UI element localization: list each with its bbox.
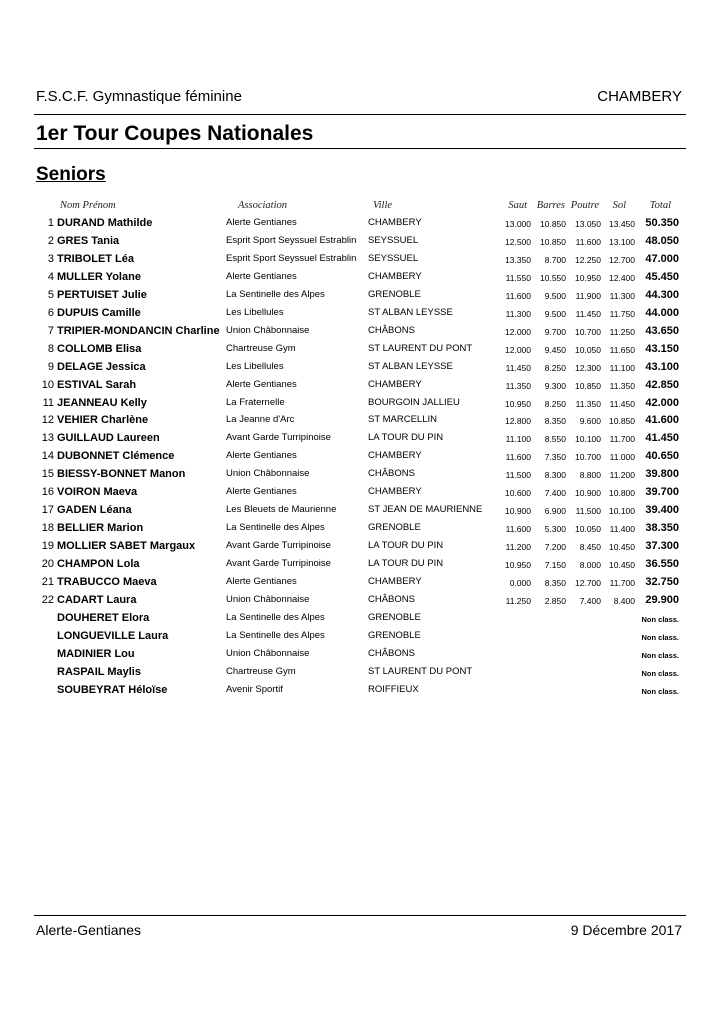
total-score-cell: 41.600	[645, 414, 679, 427]
sol-score-cell: 10.450	[609, 542, 635, 553]
saut-score-cell: 11.600	[505, 452, 531, 463]
association-cell: Alerte Gentianes	[226, 270, 297, 282]
athlete-name-cell: DUBONNET Clémence	[57, 450, 175, 463]
rank-cell: 20	[41, 558, 54, 571]
total-score-cell: 39.700	[645, 486, 679, 499]
athlete-name-cell: GRES Tania	[57, 234, 120, 247]
city-cell: CHÂBONS	[368, 468, 415, 480]
total-score-cell: 42.000	[645, 396, 679, 409]
city-cell: LA TOUR DU PIN	[368, 558, 444, 570]
col-head-total: Total	[649, 200, 671, 211]
rank-cell: 16	[41, 486, 54, 499]
athlete-name-cell: MOLLIER SABET Margaux	[57, 540, 196, 553]
saut-score-cell: 13.000	[505, 219, 531, 229]
athlete-name-cell: VEHIER Charlène	[57, 414, 149, 427]
sol-score-cell: 11.700	[609, 434, 635, 445]
association-cell: La Sentinelle des Alpes	[226, 611, 325, 623]
saut-score-cell: 11.600	[505, 524, 531, 535]
table-row	[0, 628, 724, 646]
city-cell: ST MARCELLIN	[368, 414, 437, 426]
rank-cell: 1	[47, 217, 54, 229]
section-title: Seniors	[36, 164, 106, 185]
barres-score-cell: 10.850	[540, 219, 566, 229]
col-head-nom: Nom Prénom	[60, 200, 116, 211]
athlete-name-cell: CADART Laura	[57, 593, 137, 606]
table-row	[0, 502, 724, 520]
poutre-score-cell: 10.850	[575, 380, 601, 391]
poutre-score-cell: 11.500	[575, 506, 601, 517]
table-row	[0, 430, 724, 448]
poutre-score-cell: 12.700	[575, 578, 601, 588]
table-row	[0, 412, 724, 430]
saut-score-cell: 12.000	[505, 344, 531, 355]
barres-score-cell: 2.850	[544, 595, 566, 606]
saut-score-cell: 12.500	[505, 236, 531, 247]
barres-score-cell: 7.150	[544, 560, 566, 571]
non-classified-cell: Non class.	[641, 632, 679, 642]
association-cell: Union Châbonnaise	[226, 468, 310, 480]
table-row	[0, 377, 724, 395]
city-cell: CHAMBERY	[368, 217, 422, 228]
association-cell: Alerte Gentianes	[226, 486, 297, 498]
table-row	[0, 574, 724, 592]
total-score-cell: 42.850	[645, 378, 679, 391]
rank-cell: 11	[42, 396, 54, 409]
header-divider	[34, 114, 686, 115]
city-cell: CHÂBONS	[368, 647, 415, 659]
saut-score-cell: 11.250	[505, 595, 531, 606]
city-cell: CHAMBERY	[368, 486, 422, 498]
saut-score-cell: 11.350	[505, 380, 531, 391]
col-head-barres: Barres	[536, 200, 565, 211]
association-cell: La Sentinelle des Alpes	[226, 288, 325, 300]
rank-cell: 17	[41, 504, 54, 517]
city-cell: GRENOBLE	[368, 522, 421, 534]
city-cell: GRENOBLE	[368, 629, 421, 641]
col-head-ville: Ville	[373, 200, 393, 211]
association-cell: Les Bleuets de Maurienne	[226, 504, 337, 516]
association-cell: La Jeanne d'Arc	[226, 414, 295, 426]
barres-score-cell: 8.250	[544, 398, 566, 409]
poutre-score-cell: 7.400	[579, 595, 601, 606]
sol-score-cell: 11.450	[609, 398, 635, 409]
barres-score-cell: 8.550	[544, 434, 566, 445]
table-row	[0, 592, 724, 610]
rank-cell: 10	[41, 378, 54, 391]
sol-score-cell: 10.800	[609, 488, 635, 499]
document-header	[36, 88, 686, 108]
association-cell: Avant Garde Turripinoise	[226, 558, 331, 570]
city-cell: CHAMBERY	[368, 576, 422, 587]
total-score-cell: 43.650	[645, 324, 679, 337]
federation-label: F.S.C.F. Gymnastique féminine	[36, 88, 242, 105]
non-classified-cell: Non class.	[641, 614, 679, 624]
saut-score-cell: 10.900	[505, 506, 531, 517]
athlete-name-cell: PERTUISET Julie	[57, 288, 147, 301]
poutre-score-cell: 10.050	[575, 524, 601, 535]
poutre-score-cell: 13.050	[575, 219, 601, 229]
total-score-cell: 44.000	[645, 306, 679, 319]
sol-score-cell: 8.400	[613, 595, 635, 606]
city-cell: ST JEAN DE MAURIENNE	[368, 504, 483, 516]
association-cell: Les Libellules	[226, 306, 284, 318]
sol-score-cell: 11.200	[609, 470, 635, 481]
rank-cell: 3	[47, 252, 54, 265]
saut-score-cell: 13.350	[505, 254, 531, 265]
total-score-cell: 43.150	[645, 342, 679, 355]
date-label: 9 Décembre 2017	[570, 922, 682, 938]
barres-score-cell: 9.500	[544, 290, 566, 301]
association-cell: Esprit Sport Seyssuel Estrablin	[226, 252, 357, 264]
athlete-name-cell: VOIRON Maeva	[57, 486, 138, 499]
poutre-score-cell: 12.300	[575, 362, 601, 373]
city-cell: ST LAURENT DU PONT	[368, 342, 473, 354]
rank-cell: 22	[41, 593, 54, 606]
saut-score-cell: 10.950	[505, 398, 531, 409]
total-score-cell: 40.650	[645, 450, 679, 463]
athlete-name-cell: DELAGE Jessica	[57, 360, 146, 373]
table-row	[0, 484, 724, 502]
athlete-name-cell: BIESSY-BONNET Manon	[57, 468, 186, 481]
table-row	[0, 610, 724, 628]
city-cell: ST ALBAN LEYSSE	[368, 360, 453, 372]
saut-score-cell: 11.500	[505, 470, 531, 481]
poutre-score-cell: 11.900	[575, 290, 601, 301]
rank-cell: 4	[47, 270, 54, 283]
city-cell: CHAMBERY	[368, 450, 422, 462]
athlete-name-cell: JEANNEAU Kelly	[57, 396, 147, 409]
saut-score-cell: 11.600	[505, 290, 531, 301]
total-score-cell: 29.900	[645, 593, 679, 606]
table-row	[0, 538, 724, 556]
sol-score-cell: 11.250	[609, 326, 635, 337]
table-row	[0, 215, 724, 233]
sol-score-cell: 11.700	[609, 578, 635, 588]
total-score-cell: 43.100	[645, 360, 679, 373]
poutre-score-cell: 10.700	[575, 452, 601, 463]
table-row	[0, 646, 724, 664]
sol-score-cell: 11.000	[609, 452, 635, 463]
city-cell: ROIFFIEUX	[368, 683, 419, 695]
association-cell: Les Libellules	[226, 360, 284, 372]
sol-score-cell: 11.650	[609, 344, 635, 355]
association-cell: Union Châbonnaise	[226, 647, 310, 659]
table-row	[0, 520, 724, 538]
athlete-name-cell: MADINIER Lou	[57, 647, 135, 660]
saut-score-cell: 11.200	[505, 542, 531, 553]
table-row	[0, 269, 724, 287]
table-row	[0, 664, 724, 682]
sol-score-cell: 12.400	[609, 272, 635, 283]
title-divider	[34, 148, 686, 149]
barres-score-cell: 6.900	[544, 506, 566, 517]
city-cell: CHÂBONS	[368, 593, 415, 605]
club-label: Alerte-Gentianes	[36, 922, 142, 938]
city-cell: LA TOUR DU PIN	[368, 540, 444, 552]
table-row	[0, 305, 724, 323]
sol-score-cell: 13.450	[609, 219, 635, 229]
city-cell: ST ALBAN LEYSSE	[368, 306, 453, 318]
saut-score-cell: 11.300	[505, 308, 531, 319]
sol-score-cell: 11.350	[609, 380, 635, 391]
table-row	[0, 359, 724, 377]
city-cell: GRENOBLE	[368, 611, 421, 623]
footer-divider	[34, 915, 686, 916]
table-row	[0, 466, 724, 484]
city-cell: LA TOUR DU PIN	[368, 432, 444, 444]
table-row	[0, 251, 724, 269]
total-score-cell: 38.350	[645, 522, 679, 535]
rank-cell: 15	[41, 468, 54, 481]
athlete-name-cell: TRIBOLET Léa	[57, 252, 135, 265]
table-row	[0, 556, 724, 574]
association-cell: Alerte Gentianes	[226, 576, 297, 587]
poutre-score-cell: 11.600	[575, 236, 601, 247]
saut-score-cell: 10.600	[505, 488, 531, 499]
athlete-name-cell: DURAND Mathilde	[57, 217, 153, 229]
association-cell: Alerte Gentianes	[226, 217, 297, 228]
barres-score-cell: 10.550	[540, 272, 566, 283]
association-cell: Chartreuse Gym	[226, 342, 296, 354]
total-score-cell: 47.000	[645, 252, 679, 265]
association-cell: La Sentinelle des Alpes	[226, 629, 325, 641]
rank-cell: 5	[47, 288, 54, 301]
city-cell: CHAMBERY	[368, 270, 422, 282]
poutre-score-cell: 8.450	[579, 542, 601, 553]
athlete-name-cell: ESTIVAL Sarah	[57, 378, 137, 391]
rank-cell: 8	[47, 342, 54, 355]
sol-score-cell: 11.400	[609, 524, 635, 535]
city-cell: SEYSSUEL	[368, 234, 419, 246]
association-cell: La Sentinelle des Alpes	[226, 522, 325, 534]
col-head-association: Association	[238, 200, 287, 211]
saut-score-cell: 11.100	[505, 434, 531, 445]
table-row	[0, 448, 724, 466]
rank-cell: 9	[47, 360, 54, 373]
association-cell: Avant Garde Turripinoise	[226, 540, 331, 552]
saut-score-cell: 11.450	[505, 362, 531, 373]
total-score-cell: 37.300	[645, 540, 679, 553]
total-score-cell: 36.550	[645, 558, 679, 571]
barres-score-cell: 9.450	[544, 344, 566, 355]
barres-score-cell: 5.300	[544, 524, 566, 535]
table-row	[0, 323, 724, 341]
association-cell: Alerte Gentianes	[226, 378, 297, 390]
athlete-name-cell: TRIPIER-MONDANCIN Charline	[57, 324, 220, 337]
sol-score-cell: 10.100	[609, 506, 635, 517]
poutre-score-cell: 11.450	[575, 308, 601, 319]
sol-score-cell: 13.100	[609, 236, 635, 247]
table-row	[0, 395, 724, 413]
association-cell: Avant Garde Turripinoise	[226, 432, 331, 444]
saut-score-cell: 12.000	[505, 326, 531, 337]
rank-cell: 19	[41, 540, 54, 553]
athlete-name-cell: TRABUCCO Maeva	[57, 576, 157, 588]
barres-score-cell: 9.300	[544, 380, 566, 391]
barres-score-cell: 8.350	[544, 416, 566, 427]
city-cell: CHÂBONS	[368, 324, 415, 336]
athlete-name-cell: MULLER Yolane	[57, 270, 141, 283]
athlete-name-cell: LONGUEVILLE Laura	[57, 629, 169, 642]
poutre-score-cell: 10.900	[575, 488, 601, 499]
table-row	[0, 341, 724, 359]
rank-cell: 21	[41, 576, 54, 588]
sol-score-cell: 11.100	[609, 362, 635, 373]
association-cell: Alerte Gentianes	[226, 450, 297, 462]
poutre-score-cell: 8.000	[579, 560, 601, 571]
athlete-name-cell: RASPAIL Maylis	[57, 665, 141, 678]
non-classified-cell: Non class.	[641, 650, 679, 660]
barres-score-cell: 7.350	[544, 452, 566, 463]
table-row	[0, 233, 724, 251]
poutre-score-cell: 10.950	[575, 272, 601, 283]
sol-score-cell: 12.700	[609, 254, 635, 265]
saut-score-cell: 10.950	[505, 560, 531, 571]
sol-score-cell: 11.750	[609, 308, 635, 319]
total-score-cell: 32.750	[645, 576, 679, 588]
city-cell: ST LAURENT DU PONT	[368, 665, 473, 677]
poutre-score-cell: 9.600	[579, 416, 601, 427]
location-label: CHAMBERY	[597, 88, 682, 105]
barres-score-cell: 7.400	[544, 488, 566, 499]
athlete-name-cell: GADEN Léana	[57, 504, 132, 517]
city-cell: GRENOBLE	[368, 288, 421, 300]
total-score-cell: 39.400	[645, 504, 679, 517]
barres-score-cell: 8.700	[544, 254, 566, 265]
poutre-score-cell: 10.100	[575, 434, 601, 445]
col-head-saut: Saut	[508, 200, 527, 211]
poutre-score-cell: 10.700	[575, 326, 601, 337]
saut-score-cell: 12.800	[505, 416, 531, 427]
association-cell: Avenir Sportif	[226, 683, 283, 695]
page-title: 1er Tour Coupes Nationales	[36, 122, 314, 145]
barres-score-cell: 8.250	[544, 362, 566, 373]
non-classified-cell: Non class.	[641, 686, 679, 696]
total-score-cell: 39.800	[645, 468, 679, 481]
non-classified-cell: Non class.	[641, 668, 679, 678]
total-score-cell: 45.450	[645, 270, 679, 283]
barres-score-cell: 10.850	[540, 236, 566, 247]
city-cell: SEYSSUEL	[368, 252, 419, 264]
athlete-name-cell: SOUBEYRAT Héloïse	[57, 683, 168, 696]
sol-score-cell: 10.850	[609, 416, 635, 427]
poutre-score-cell: 11.350	[575, 398, 601, 409]
col-head-poutre: Poutre	[570, 200, 599, 211]
association-cell: Chartreuse Gym	[226, 665, 296, 677]
association-cell: Union Châbonnaise	[226, 324, 310, 336]
city-cell: CHAMBERY	[368, 378, 422, 390]
barres-score-cell: 9.700	[544, 326, 566, 337]
rank-cell: 2	[47, 234, 54, 247]
saut-score-cell: 0.000	[509, 578, 531, 588]
sol-score-cell: 11.300	[609, 290, 635, 301]
barres-score-cell: 8.300	[544, 470, 566, 481]
sol-score-cell: 10.450	[609, 560, 635, 571]
rank-cell: 18	[41, 522, 54, 535]
total-score-cell: 50.350	[645, 217, 679, 229]
rank-cell: 14	[41, 450, 54, 463]
total-score-cell: 41.450	[645, 432, 679, 445]
athlete-name-cell: CHAMPON Lola	[57, 558, 140, 571]
rank-cell: 13	[41, 432, 54, 445]
total-score-cell: 48.050	[645, 234, 679, 247]
athlete-name-cell: BELLIER Marion	[57, 522, 144, 535]
athlete-name-cell: DOUHERET Elora	[57, 611, 150, 624]
rank-cell: 7	[47, 324, 54, 337]
poutre-score-cell: 12.250	[575, 254, 601, 265]
rank-cell: 12	[41, 414, 54, 427]
table-row	[0, 682, 724, 700]
table-row	[0, 287, 724, 305]
poutre-score-cell: 10.050	[575, 344, 601, 355]
association-cell: Union Châbonnaise	[226, 593, 310, 605]
total-score-cell: 44.300	[645, 288, 679, 301]
barres-score-cell: 9.500	[544, 308, 566, 319]
athlete-name-cell: COLLOMB Elisa	[57, 342, 142, 355]
poutre-score-cell: 8.800	[579, 470, 601, 481]
association-cell: Esprit Sport Seyssuel Estrablin	[226, 234, 357, 246]
rank-cell: 6	[47, 306, 54, 319]
athlete-name-cell: GUILLAUD Laureen	[57, 432, 160, 445]
association-cell: La Fraternelle	[226, 396, 285, 408]
barres-score-cell: 8.350	[544, 578, 566, 588]
city-cell: BOURGOIN JALLIEU	[368, 396, 460, 408]
barres-score-cell: 7.200	[544, 542, 566, 553]
col-head-sol: Sol	[612, 200, 626, 211]
saut-score-cell: 11.550	[505, 272, 531, 283]
athlete-name-cell: DUPUIS Camille	[57, 306, 141, 319]
